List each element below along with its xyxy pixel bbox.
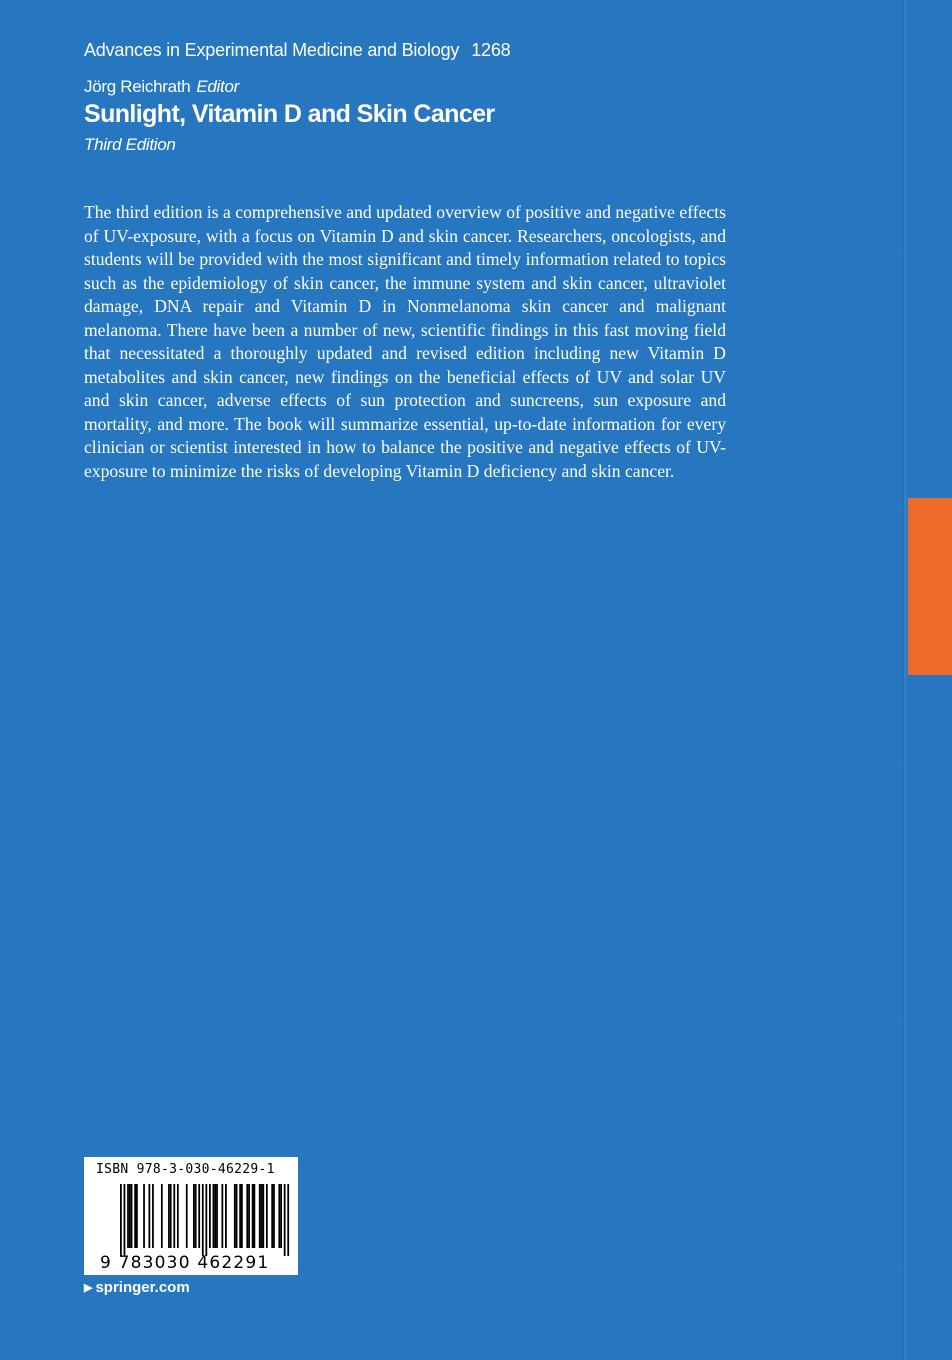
barcode-bar [186,1184,188,1248]
barcode-bar [127,1184,129,1248]
barcode-bar [134,1184,136,1248]
spine-edge [903,0,907,1360]
barcode-bar [221,1184,223,1248]
barcode-bar [193,1184,195,1248]
isbn-barcode [84,1157,298,1275]
barcode-bar [278,1184,280,1248]
barcode-bar [287,1184,289,1256]
barcode-bar [280,1184,282,1248]
barcode-bar [216,1184,218,1248]
barcode-bar [261,1184,263,1248]
barcode-bar [168,1184,170,1248]
barcode-bar [202,1184,204,1256]
editor-name: Jörg Reichrath [84,77,191,96]
barcode-bar [273,1184,275,1248]
barcode-bar [241,1184,243,1248]
barcode-bar [234,1184,236,1248]
series-volume: 1268 [471,40,511,60]
barcode-bar [124,1184,126,1256]
triangle-right-icon: ▶ [84,1282,93,1294]
publisher-link[interactable] [84,1279,190,1296]
editor-line [84,77,239,97]
barcode-bar [209,1184,211,1248]
barcode-bar [252,1184,254,1248]
barcode-bar [129,1184,131,1248]
barcode-bar [195,1184,197,1248]
barcode-bar [131,1184,133,1248]
orange-accent-tab [908,498,952,675]
barcode-bar [239,1184,241,1248]
barcode-bar [246,1184,248,1248]
series-name: Advances in Experimental Medicine and Biology [84,40,460,60]
barcode-bar [248,1184,250,1248]
barcode-bar [271,1184,273,1248]
isbn-label: ISBN 978-3-030-46229-1 [96,1162,275,1177]
barcode-bar [284,1184,286,1256]
barcode-bar [213,1184,215,1248]
barcode-bar [262,1184,264,1248]
barcode-bar [136,1184,138,1248]
barcode-bar [173,1184,175,1248]
publisher-url: springer.com [95,1279,190,1296]
barcode-bar [254,1184,256,1248]
barcode-bar [161,1184,163,1248]
barcode-bar [148,1184,150,1248]
editor-role: Editor [196,77,239,96]
barcode-digits: 9 783030 462291 [100,1253,270,1273]
barcode-bar [225,1184,227,1248]
barcode-bar [177,1184,179,1248]
barcode-bar [120,1184,122,1256]
series-line [84,40,510,61]
barcode-bar [170,1184,172,1248]
barcode-bar [214,1184,216,1248]
barcode-bar [205,1184,207,1256]
book-edition: Third Edition [84,135,176,154]
barcode-bar [152,1184,154,1248]
book-title: Sunlight, Vitamin D and Skin Cancer [84,100,495,128]
barcode-bar [266,1184,268,1248]
barcode-bar [236,1184,238,1248]
book-description: The third edition is a comprehensive and updated overview of positive and negative effects of UV-exposure, with a focus on Vitamin D and skin cancer. Researchers, oncologists, and students will be provided with the most significant and timely information related to topics such as the epidemiology of skin cancer, the immune system and skin cancer, ultraviolet damage, DNA repair and Vitamin D in Nonmelanoma skin cancer and malignant melanoma. There have been a number of new, scientific findings in this fast moving field that necessitated a thoroughly updated and revised edition including new Vitamin D metabolites and skin cancer, new findings on the beneficial effects of UV and solar UV and skin cancer, adverse effects of sun protection and suncreens, sun exposure and mortality, and more. The book will summarize essential, up-to-date information for every clinician or scientist interested in how to balance the positive and negative effects of UV-exposure to minimize the risks of developing Vitamin D deficiency and skin cancer. [84,202,726,481]
barcode-bar [198,1184,200,1248]
barcode-bar [259,1184,261,1248]
barcode-bar [143,1184,145,1248]
